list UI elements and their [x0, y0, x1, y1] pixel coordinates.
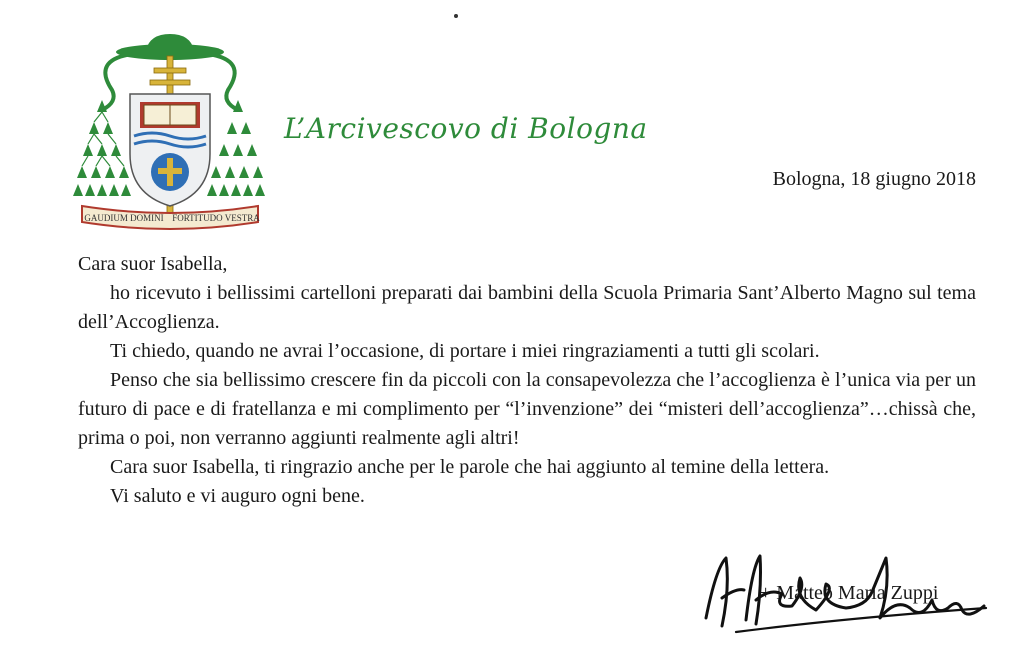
paragraph: Ti chiedo, quando ne avrai l’occasione, di portare i miei ringraziamenti a tutti gli scolari.: [110, 340, 820, 362]
place-date: Bologna, 18 giugno 2018: [772, 168, 976, 190]
archbishop-coat-of-arms: [72, 30, 268, 235]
signature-name: + Matteo Maria Zuppi: [760, 582, 939, 604]
letter-body: [78, 250, 976, 511]
salutation: Cara suor Isabella,: [78, 253, 228, 275]
letterhead-title: L’Arcivescovo di Bologna: [284, 112, 648, 145]
paragraph: ho ricevuto i bellissimi cartelloni preparati dai bambini della Scuola Primaria Sant’Alberto Magno sul tema dell’Accoglienza.: [78, 282, 976, 333]
right-cord: [208, 54, 238, 110]
handwritten-signature: [696, 548, 996, 640]
motto-left: GAUDIUM DOMINI: [84, 213, 164, 223]
paragraph: Vi saluto e vi auguro ogni bene.: [110, 485, 365, 507]
left-cord: [102, 54, 132, 110]
galero-crown: [146, 34, 194, 50]
paper-speck: [454, 14, 458, 18]
right-tassels: [207, 100, 265, 196]
left-tassels: [73, 100, 131, 196]
paragraph: Cara suor Isabella, ti ringrazio anche per le parole che hai aggiunto al temine della lettera.: [110, 456, 830, 478]
motto-right: FORTITUDO VESTRA: [172, 213, 260, 223]
paragraph: Penso che sia bellissimo crescere fin da piccoli con la consapevolezza che l’accoglienza è l’unica via per un futuro di pace e di fratellanza e mi complimento per “l’invenzione” dei “misteri dell’accoglienza”…chissà che, prima o poi, non verranno aggiunti realmente agli altri!: [78, 369, 976, 449]
